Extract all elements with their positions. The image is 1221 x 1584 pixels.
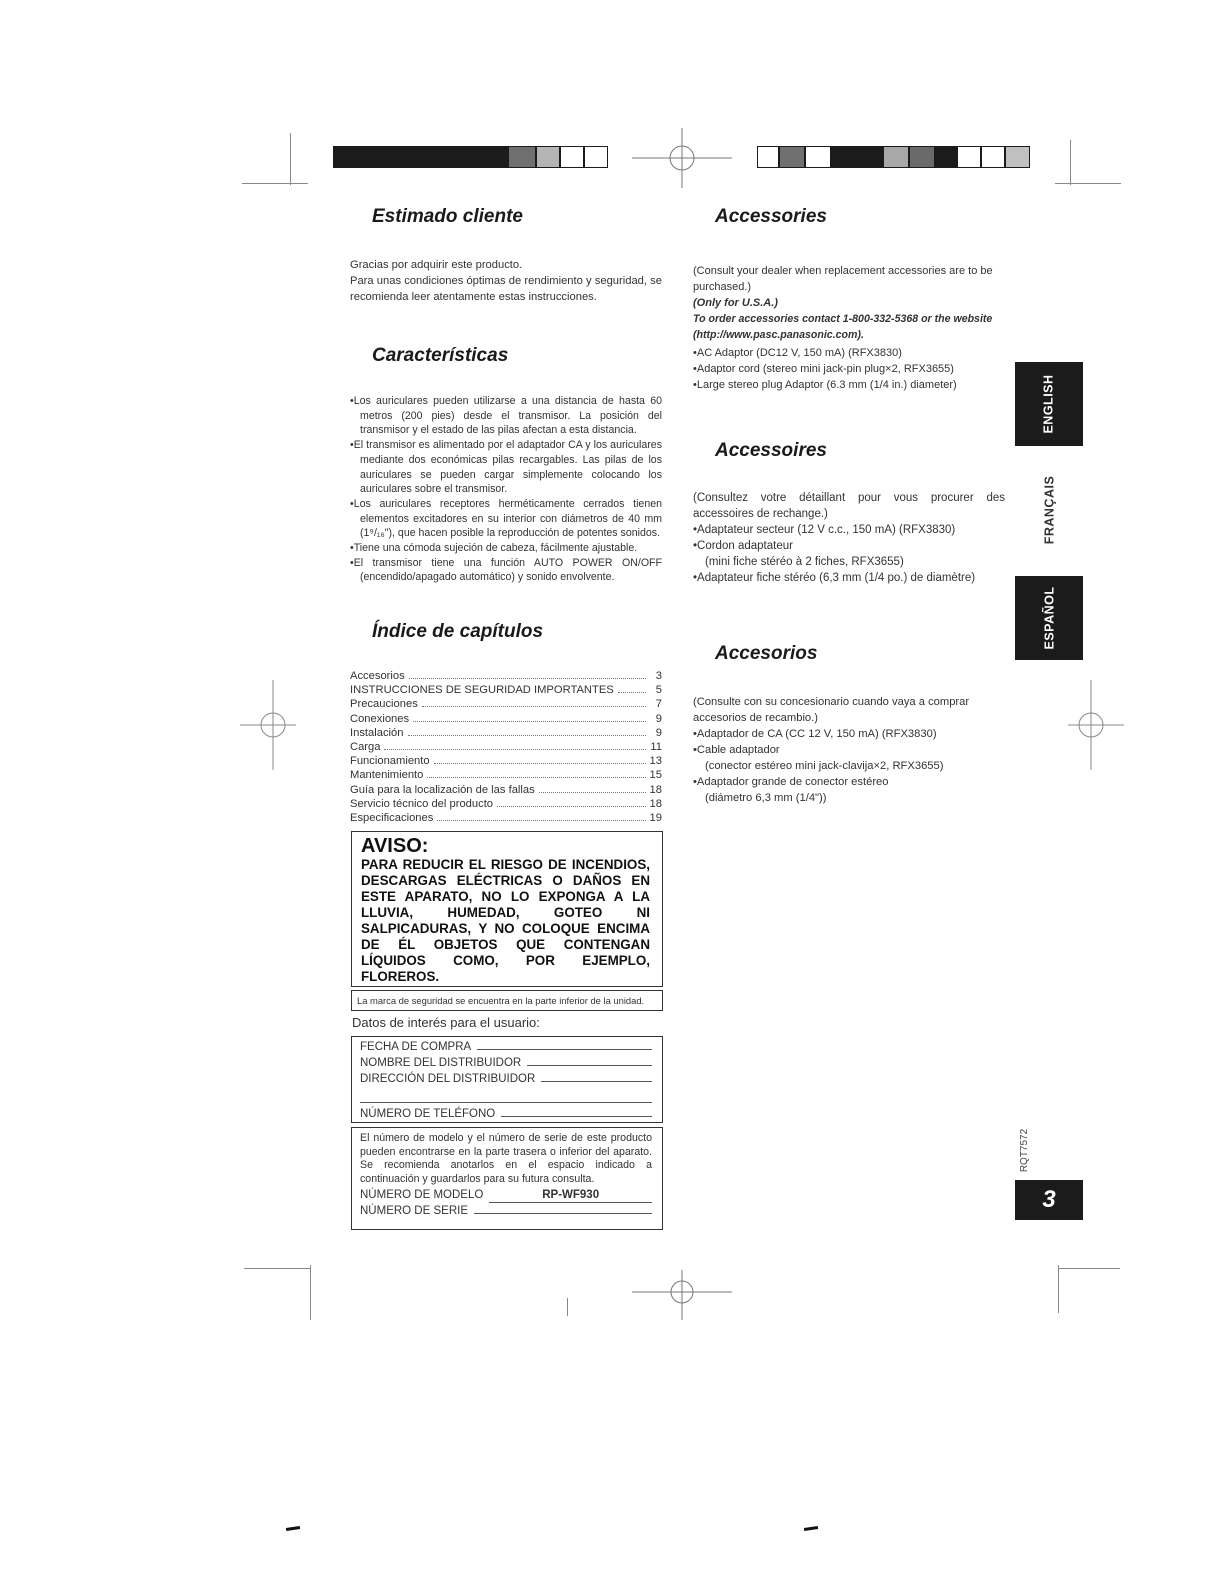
toc-row[interactable] [350, 769, 662, 783]
caracteristicas-list [350, 394, 662, 585]
order-note: To order accessories contact 1-800-332-5368 or the website (http://www.pasc.panasonic.com). [693, 313, 993, 341]
color-bar-left [333, 146, 608, 168]
registration-target-icon [632, 128, 732, 188]
crop-mark [1058, 1268, 1120, 1269]
toc-label: Carga [350, 740, 381, 753]
toc-row[interactable] [350, 727, 662, 741]
doc-code-text: RQT7572 [1019, 1128, 1031, 1172]
toc-label: Mantenimiento [350, 769, 424, 782]
serie-field[interactable] [360, 1204, 652, 1220]
toc-row[interactable] [350, 741, 662, 755]
aviso-text: PARA REDUCIR EL RIESGO DE INCENDIOS, DESCARGAS ELÉCTRICAS O DAÑOS EN ESTE APARATO, NO LO EXPONGA A LA LLUVIA, HUMEDAD, GOTEO NI SALPICADURAS, Y NO COLOQUE ENCIMA DE ÉL OBJETOS QUE CONTENGAN LÍQUIDOS COMO, POR EJEMPLO, FLOREROS. [361, 857, 650, 984]
tab-espanol-label: ESPAÑOL [1042, 586, 1056, 650]
indice-title: Índice de capítulos [372, 621, 544, 642]
datos-field-direccion[interactable] [360, 1072, 652, 1088]
tab-espanol[interactable] [1015, 576, 1083, 660]
accessoires-item: • Adaptateur fiche stéréo (6,3 mm (1/4 po.) de diamètre) [693, 570, 1005, 586]
toc-row[interactable] [350, 784, 662, 798]
registration-target-icon [632, 1270, 732, 1320]
toc-row[interactable] [350, 684, 662, 698]
model-box [351, 1127, 663, 1230]
accesorios-intro: (Consulte con su concesionario cuando vaya a comprar accesorios de recambio.) [693, 696, 970, 724]
toc-page: 9 [655, 726, 662, 739]
accessories-item: • Large stereo plug Adaptor (6.3 mm (1/4 in.) diameter) [693, 377, 1005, 393]
accessoires-item: • Adaptateur secteur (12 V c.c., 150 mA) (RFX3830) [693, 522, 1005, 538]
tab-francais-label: FRANÇAIS [1042, 475, 1056, 545]
toc-page: 11 [650, 740, 662, 753]
crop-mark [1070, 140, 1071, 185]
registration-target-icon [1068, 680, 1124, 770]
toc-label: INSTRUCCIONES DE SEGURIDAD IMPORTANTES [350, 684, 614, 697]
modelo-field[interactable] [360, 1188, 652, 1204]
toc-page: 18 [649, 783, 662, 796]
accessoires-intro: (Consultez votre détaillant pour vous procurer des accessoires de rechange.) [693, 492, 1005, 520]
caracteristicas-item: • Los auriculares receptores herméticamente cerrados tienen elementos excitadores en su interior con diámetros de 40 mm (1⁹/₁₆"), que hacen posible la reproducción de potentes sonidos. [350, 497, 662, 541]
accessoires-item: • Cordon adaptateur [693, 538, 1005, 554]
crop-mark [290, 133, 291, 185]
toc-row[interactable] [350, 670, 662, 684]
toc-label: Guía para la localización de las fallas [350, 783, 535, 796]
field-label: NÚMERO DE TELÉFONO [360, 1108, 496, 1120]
toc-page: 15 [649, 769, 662, 782]
toc-row[interactable] [350, 798, 662, 812]
datos-form [351, 1036, 663, 1123]
bottom-mark [286, 1526, 300, 1531]
datos-field-telefono[interactable] [360, 1107, 652, 1123]
crop-mark [244, 1268, 310, 1269]
crop-mark [310, 1265, 311, 1320]
toc-list [350, 670, 662, 826]
toc-label: Conexiones [350, 712, 410, 725]
toc-page: 9 [655, 712, 662, 725]
bottom-mark [804, 1526, 818, 1531]
caracteristicas-item: • El transmisor es alimentado por el adaptador CA y los auriculares mediante dos económicas pilas recargables. Las pilas de los auriculares se pueden cargar simplemente colocando los auriculares sobre el transmisor. [350, 438, 662, 497]
page-number: 3 [1042, 1186, 1056, 1213]
accessoires-text [693, 490, 1005, 586]
toc-row[interactable] [350, 755, 662, 769]
toc-label: Instalación [350, 726, 404, 739]
registration-target-icon [240, 680, 296, 770]
toc-label: Especificaciones [350, 811, 434, 824]
estimado-line: Gracias por adquirir este producto. [350, 259, 523, 271]
page-number-badge [1015, 1180, 1083, 1220]
accessories-title: Accessories [715, 206, 827, 227]
accessories-item: • AC Adaptor (DC12 V, 150 mA) (RFX3830) [693, 345, 1005, 361]
accesorios-item-detail: (conector estéreo mini jack-clavija×2, RFX3655) [705, 760, 944, 772]
toc-page: 18 [649, 797, 662, 810]
accessories-text [693, 263, 1005, 393]
field-label: FECHA DE COMPRA [360, 1041, 472, 1053]
toc-label: Accesorios [350, 670, 405, 682]
caracteristicas-item: • El transmisor tiene una función AUTO POWER ON/OFF (encendido/apagado automático) y sonido envolvente. [350, 556, 662, 585]
toc-page: 7 [655, 698, 662, 711]
aviso-title: AVISO: [361, 835, 429, 857]
marca-note-box [351, 990, 663, 1011]
marca-note: La marca de seguridad se encuentra en la parte inferior de la unidad. [357, 995, 645, 1006]
estimado-line: Para unas condiciones óptimas de rendimiento y seguridad, se recomienda leer atentamente estas instrucciones. [350, 275, 662, 303]
tab-english[interactable] [1015, 362, 1083, 446]
estimado-title: Estimado cliente [372, 206, 523, 227]
caracteristicas-title: Características [372, 345, 509, 366]
estimado-text [350, 257, 662, 305]
accessoires-item-detail: (mini fiche stéréo à 2 fiches, RFX3655) [705, 556, 904, 568]
field-label: NOMBRE DEL DISTRIBUIDOR [360, 1057, 522, 1069]
accesorios-item: • Adaptador grande de conector estéreo [693, 774, 1005, 790]
crop-mark [567, 1298, 568, 1316]
datos-label: Datos de interés para el usuario: [352, 1015, 540, 1030]
caracteristicas-item: • Tiene una cómoda sujeción de cabeza, fácilmente ajustable. [350, 541, 662, 556]
toc-page: 19 [649, 811, 662, 824]
accessories-intro: (Consult your dealer when replacement accessories are to be purchased.) [693, 265, 993, 293]
doc-code [1000, 1120, 1050, 1180]
crop-mark [242, 183, 308, 184]
toc-row[interactable] [350, 713, 662, 727]
toc-label: Funcionamiento [350, 755, 430, 768]
color-bar-right [757, 146, 1030, 168]
field-label: NÚMERO DE SERIE [360, 1205, 468, 1217]
aviso-box [351, 831, 663, 987]
only-usa: (Only for U.S.A.) [693, 297, 778, 309]
caracteristicas-item: • Los auriculares pueden utilizarse a una distancia de hasta 60 metros (200 pies) desde el transmisor. La posición del transmisor y el estado de las pilas afectan a esta distancia. [350, 394, 662, 438]
tab-francais[interactable] [1015, 468, 1083, 552]
tab-english-label: ENGLISH [1042, 374, 1056, 434]
field-label: DIRECCIÓN DEL DISTRIBUIDOR [360, 1073, 536, 1085]
model-note: El número de modelo y el número de serie de este producto pueden encontrarse en la parte trasera o inferior del aparato. Se recomienda anotarlos en el espacio indicado a continuación y guardarlos para su futura consulta. [360, 1132, 652, 1185]
datos-field-fecha[interactable] [360, 1040, 652, 1056]
address-blank-line[interactable] [360, 1088, 652, 1103]
toc-page: 3 [655, 670, 662, 682]
modelo-value: RP-WF930 [542, 1189, 600, 1201]
toc-label: Precauciones [350, 698, 418, 711]
accesorios-item-detail: (diámetro 6,3 mm (1/4")) [705, 792, 827, 804]
accesorios-item: • Adaptador de CA (CC 12 V, 150 mA) (RFX3830) [693, 726, 1005, 742]
accessoires-title: Accessoires [715, 440, 827, 461]
crop-mark [1058, 1265, 1059, 1313]
toc-row[interactable] [350, 698, 662, 712]
accessories-item: • Adaptor cord (stereo mini jack-pin plug×2, RFX3655) [693, 361, 1005, 377]
field-label: NÚMERO DE MODELO [360, 1189, 484, 1201]
toc-page: 13 [649, 755, 662, 768]
toc-page: 5 [655, 684, 662, 697]
accesorios-item: • Cable adaptador [693, 742, 1005, 758]
accesorios-text [693, 694, 1005, 806]
toc-row[interactable] [350, 812, 662, 826]
toc-label: Servicio técnico del producto [350, 797, 494, 810]
crop-mark [1055, 183, 1121, 184]
datos-field-nombre[interactable] [360, 1056, 652, 1072]
accesorios-title: Accesorios [715, 643, 818, 664]
